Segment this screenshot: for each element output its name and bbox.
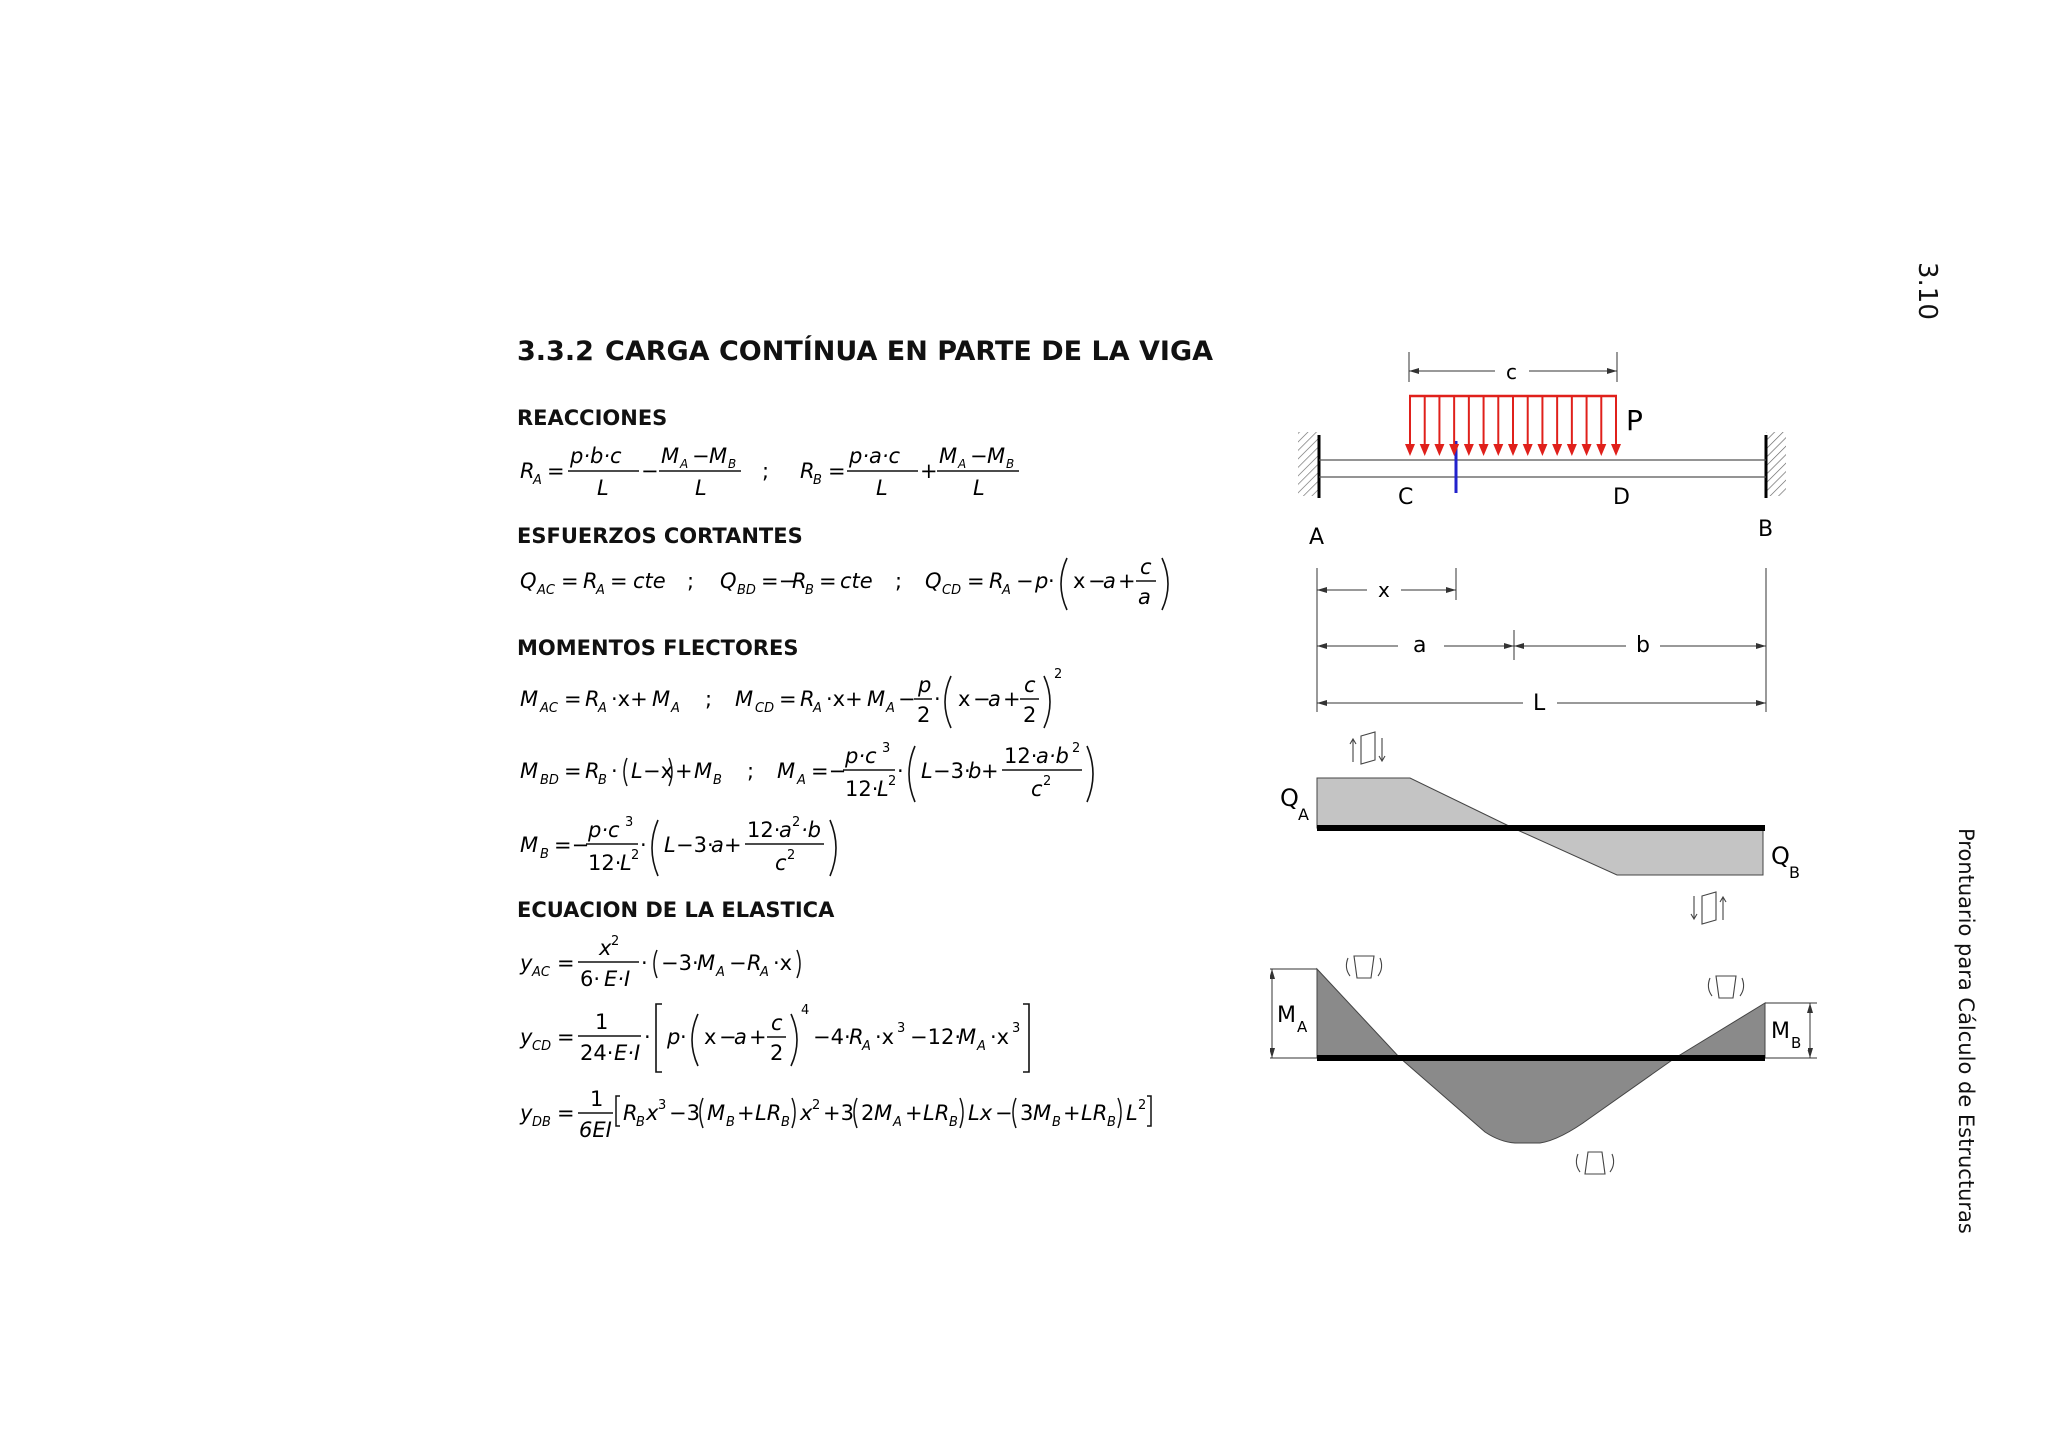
svg-text:12·: 12·	[747, 818, 781, 842]
svg-text:12·: 12·	[845, 777, 879, 801]
svg-text:R: R	[792, 569, 807, 593]
formula-elastic-3	[517, 1082, 1177, 1146]
svg-text:;: ;	[895, 569, 903, 593]
svg-text:c: c	[775, 851, 787, 875]
svg-text:M: M	[987, 444, 1006, 468]
formula-elastic-1-svg	[517, 934, 837, 1000]
load-arrow-head	[1479, 444, 1489, 456]
svg-text:R: R	[989, 569, 1004, 593]
formula-elastic-3-svg	[517, 1082, 1177, 1146]
svg-text:·x: ·x	[773, 951, 793, 975]
svg-text:CD: CD	[755, 701, 775, 716]
svg-text:2: 2	[1072, 741, 1081, 756]
svg-text:L: L	[921, 759, 933, 783]
load-arrow-head	[1434, 444, 1444, 456]
svg-text:p·c: p·c	[845, 744, 877, 768]
svg-text:−: −	[729, 951, 747, 975]
svg-text:A: A	[671, 701, 680, 716]
svg-text:;: ;	[762, 459, 770, 483]
svg-text:DB: DB	[532, 1115, 551, 1130]
dim-c-label: c	[1506, 360, 1517, 384]
load-arrow-head	[1449, 444, 1459, 456]
svg-text:2: 2	[792, 815, 801, 830]
load-label: P	[1626, 404, 1643, 437]
svg-text:R: R	[585, 687, 600, 711]
svg-text:M: M	[520, 833, 539, 857]
shear-area-positive	[1317, 778, 1513, 828]
svg-text:a: a	[711, 833, 724, 857]
svg-text:A: A	[716, 965, 725, 980]
svg-text:c: c	[771, 1011, 783, 1035]
svg-text:6·: 6·	[580, 967, 601, 991]
load-arrow-head	[1523, 444, 1533, 456]
svg-text:−x: −x	[643, 759, 674, 783]
svg-text:=−: =−	[761, 569, 797, 593]
distributed-load-arrows	[1405, 396, 1621, 456]
svg-text:y: y	[520, 1101, 533, 1125]
svg-text:·x+: ·x+	[611, 687, 648, 711]
load-arrow-head	[1582, 444, 1592, 456]
svg-text:p·c: p·c	[588, 818, 620, 842]
load-arrow-head	[1611, 444, 1621, 456]
svg-text:−: −	[641, 459, 659, 483]
shear-right-label: Q	[1771, 842, 1790, 870]
svg-text:2: 2	[787, 848, 796, 863]
svg-text:=: =	[828, 459, 846, 483]
heading-reactions: REACCIONES	[517, 406, 668, 430]
svg-text:p·a·c: p·a·c	[849, 444, 901, 468]
svg-text:+: +	[675, 759, 693, 783]
svg-text:AC: AC	[532, 965, 550, 980]
formula-moment-1-svg	[517, 664, 1077, 734]
load-arrow-head	[1464, 444, 1474, 456]
moment-sign-bottom-icon	[1576, 1152, 1613, 1174]
dim-b-arrow-left	[1514, 643, 1524, 649]
point-c-label: C	[1398, 485, 1414, 510]
svg-text:L: L	[631, 759, 643, 783]
svg-text:M: M	[874, 1101, 893, 1125]
dim-x-arrow-right	[1446, 587, 1456, 593]
load-arrow-head	[1420, 444, 1430, 456]
svg-text:L: L	[597, 476, 609, 500]
svg-text:x: x	[1073, 569, 1086, 593]
svg-text:b: b	[968, 759, 982, 783]
svg-text:A: A	[813, 701, 822, 716]
svg-text:2: 2	[888, 774, 897, 789]
svg-text:Q: Q	[720, 569, 737, 593]
shear-left-sub: A	[1298, 805, 1309, 824]
dim-x-label: x	[1378, 578, 1390, 602]
dim-c-arrow-left	[1409, 368, 1419, 374]
shear-sign-positive-icon	[1350, 732, 1385, 764]
svg-text:;: ;	[747, 759, 755, 783]
formula-moment-3	[517, 812, 877, 886]
load-arrow-head	[1552, 444, 1562, 456]
svg-text:2: 2	[1043, 774, 1052, 789]
svg-text:B: B	[726, 1115, 735, 1130]
svg-text:+: +	[1118, 569, 1136, 593]
shear-left-label: Q	[1280, 784, 1299, 812]
svg-text:CD: CD	[532, 1039, 552, 1054]
dim-c-arrow-right	[1607, 368, 1617, 374]
svg-text:3: 3	[897, 1021, 906, 1036]
svg-text:A: A	[760, 965, 769, 980]
svg-text:1: 1	[590, 1087, 604, 1111]
svg-text:+3: +3	[823, 1101, 854, 1125]
load-arrow-head	[1493, 444, 1503, 456]
svg-text:+: +	[1063, 1101, 1081, 1125]
svg-text:A: A	[886, 701, 895, 716]
svg-text:=: =	[967, 569, 985, 593]
svg-text:−: −	[719, 1025, 737, 1049]
svg-text:x: x	[800, 1101, 813, 1125]
svg-text:·: ·	[640, 833, 647, 857]
svg-text:cte: cte	[840, 569, 873, 593]
svg-text:c: c	[1024, 673, 1036, 697]
svg-text:A: A	[1002, 583, 1011, 598]
mb-arrow-top	[1807, 1003, 1813, 1013]
svg-text:B: B	[1006, 457, 1015, 471]
svg-text:L: L	[1126, 1101, 1138, 1125]
svg-text:·: ·	[611, 759, 618, 783]
load-arrow-head	[1537, 444, 1547, 456]
svg-text:−3·: −3·	[676, 833, 714, 857]
svg-text:B: B	[1107, 1115, 1116, 1130]
svg-text:AC: AC	[537, 583, 555, 598]
svg-text:·: ·	[1048, 569, 1055, 593]
svg-text:2: 2	[1138, 1098, 1147, 1113]
svg-text:+: +	[724, 833, 742, 857]
svg-text:M: M	[939, 444, 958, 468]
moment-area-middle	[1400, 1058, 1675, 1143]
svg-text:−4·: −4·	[813, 1025, 851, 1049]
svg-text:M: M	[1033, 1101, 1052, 1125]
svg-text:=: =	[547, 459, 565, 483]
svg-text:B: B	[949, 1115, 958, 1130]
svg-text:x: x	[646, 1101, 659, 1125]
svg-text:3: 3	[625, 815, 634, 830]
svg-text:B: B	[713, 773, 722, 788]
formula-moment-3-svg	[517, 812, 877, 886]
svg-text:3: 3	[658, 1098, 667, 1113]
svg-text:−: −	[692, 444, 710, 468]
svg-text:−: −	[1088, 569, 1106, 593]
svg-text:=: =	[610, 569, 628, 593]
svg-text:A: A	[533, 473, 542, 488]
svg-text:x: x	[958, 687, 971, 711]
svg-text:x: x	[704, 1025, 717, 1049]
svg-text:6EI: 6EI	[579, 1118, 612, 1142]
beam-diagram	[1270, 350, 1830, 1190]
svg-text:=−: =−	[811, 759, 847, 783]
svg-text:A: A	[797, 773, 806, 788]
formula-moment-2	[517, 738, 1117, 812]
svg-text:−3: −3	[669, 1101, 700, 1125]
heading-shear: ESFUERZOS CORTANTES	[517, 524, 803, 548]
svg-text:B: B	[636, 1115, 645, 1130]
svg-text:BD: BD	[737, 583, 756, 598]
svg-text:c: c	[1140, 555, 1152, 579]
moment-right-sub: B	[1791, 1034, 1802, 1052]
formula-shear-svg	[517, 552, 1197, 618]
svg-text:Q: Q	[925, 569, 942, 593]
svg-text:p·b·c: p·b·c	[570, 444, 622, 468]
svg-text:a: a	[779, 818, 792, 842]
svg-text:R: R	[585, 759, 600, 783]
svg-text:R: R	[623, 1101, 638, 1125]
svg-text:L: L	[664, 833, 676, 857]
svg-text:2: 2	[770, 1041, 784, 1065]
svg-text:−: −	[995, 1101, 1013, 1125]
moment-area-right	[1675, 1003, 1765, 1058]
moment-right-label: M	[1771, 1019, 1790, 1044]
svg-text:R: R	[520, 459, 535, 483]
svg-text:3: 3	[882, 741, 891, 756]
svg-text:B: B	[598, 773, 607, 788]
svg-text:=: =	[564, 759, 582, 783]
svg-text:B: B	[1052, 1115, 1061, 1130]
dim-a-arrow-left	[1317, 643, 1327, 649]
svg-text:E·I: E·I	[604, 967, 631, 991]
svg-text:3: 3	[1020, 1101, 1034, 1125]
svg-text:3: 3	[1012, 1021, 1021, 1036]
svg-text:·x: ·x	[990, 1025, 1010, 1049]
svg-text:·: ·	[897, 759, 904, 783]
formula-reactions-svg	[517, 440, 1037, 504]
svg-text:A: A	[893, 1115, 902, 1130]
svg-text:y: y	[520, 951, 533, 975]
page-number: 3.10	[1912, 262, 1942, 320]
svg-text:−3·: −3·	[661, 951, 699, 975]
svg-text:2: 2	[861, 1101, 875, 1125]
svg-text:R: R	[800, 459, 815, 483]
shear-right-sub: B	[1789, 863, 1800, 882]
svg-text:BD: BD	[540, 773, 559, 788]
svg-text:−3·: −3·	[933, 759, 971, 783]
shear-sign-negative-icon	[1691, 892, 1726, 924]
svg-text:=: =	[557, 1025, 575, 1049]
svg-text:R: R	[583, 569, 598, 593]
dim-a-label: a	[1413, 633, 1427, 658]
svg-text:B: B	[781, 1115, 790, 1130]
svg-text:M: M	[735, 687, 754, 711]
svg-text:12·: 12·	[1004, 744, 1038, 768]
svg-text:CD: CD	[942, 583, 962, 598]
shear-area-negative	[1513, 828, 1763, 875]
svg-text:LR: LR	[1081, 1101, 1108, 1125]
svg-text:−: −	[898, 687, 916, 711]
svg-text:4: 4	[801, 1003, 810, 1018]
svg-text:−: −	[1016, 569, 1034, 593]
load-arrow-head	[1567, 444, 1577, 456]
svg-text:M: M	[520, 687, 539, 711]
side-title: Prontuario para Cálculo de Estructuras	[1954, 828, 1978, 1234]
point-d-label: D	[1613, 485, 1630, 510]
point-b-label: B	[1758, 517, 1774, 542]
svg-text:M: M	[707, 1101, 726, 1125]
svg-text:A: A	[596, 583, 605, 598]
svg-text:B: B	[540, 847, 549, 862]
dim-l-arrow-right	[1756, 700, 1766, 706]
svg-text:2: 2	[611, 934, 620, 949]
svg-text:A: A	[862, 1039, 871, 1054]
formula-shear	[517, 552, 1197, 618]
svg-text:AC: AC	[540, 701, 558, 716]
dim-b-label: b	[1636, 633, 1650, 658]
svg-text:;: ;	[687, 569, 695, 593]
svg-text:a: a	[1138, 585, 1151, 609]
svg-text:LR: LR	[755, 1101, 782, 1125]
svg-text:2: 2	[917, 703, 931, 727]
point-a-label: A	[1309, 525, 1325, 550]
svg-text:M: M	[694, 759, 713, 783]
svg-text:M: M	[652, 687, 671, 711]
svg-text:E·I: E·I	[614, 1041, 641, 1065]
svg-text:+: +	[737, 1101, 755, 1125]
formula-elastic-2	[517, 998, 1057, 1078]
svg-text:B: B	[813, 473, 822, 488]
svg-text:M: M	[867, 687, 886, 711]
svg-text:·b: ·b	[801, 818, 822, 842]
svg-text:−12·: −12·	[910, 1025, 961, 1049]
svg-text:24·: 24·	[580, 1041, 614, 1065]
svg-text:x: x	[599, 936, 612, 960]
load-arrow-head	[1596, 444, 1606, 456]
moment-sign-left-icon	[1346, 956, 1381, 978]
svg-text:2: 2	[1054, 667, 1063, 682]
moment-sign-right-icon	[1708, 976, 1743, 998]
moment-area-left	[1317, 969, 1400, 1058]
svg-text:+: +	[981, 759, 999, 783]
load-arrow-head	[1508, 444, 1518, 456]
svg-text:A: A	[598, 701, 607, 716]
svg-text:+: +	[920, 459, 938, 483]
svg-text:·: ·	[641, 951, 648, 975]
svg-text:A: A	[680, 457, 689, 471]
formula-reactions	[517, 440, 1037, 504]
svg-text:=: =	[557, 1101, 575, 1125]
dim-b-arrow-right	[1756, 643, 1766, 649]
svg-text:B: B	[728, 457, 737, 471]
svg-text:M: M	[661, 444, 680, 468]
dim-l-label: L	[1533, 691, 1546, 716]
section-number: 3.3.2	[517, 336, 594, 367]
svg-text:a: a	[1103, 569, 1116, 593]
heading-elastic: ECUACION DE LA ELASTICA	[517, 898, 835, 922]
dim-l-arrow-left	[1317, 700, 1327, 706]
svg-text:a: a	[988, 687, 1001, 711]
svg-text:L: L	[877, 777, 889, 801]
fixed-support-left	[1298, 432, 1318, 496]
svg-text:+: +	[905, 1101, 923, 1125]
svg-text:·: ·	[680, 1025, 687, 1049]
svg-text:2: 2	[812, 1098, 821, 1113]
formula-moment-1	[517, 664, 1077, 734]
svg-text:R: R	[849, 1025, 864, 1049]
svg-text:p: p	[667, 1025, 681, 1049]
svg-text:a·b: a·b	[1036, 744, 1069, 768]
svg-text:L: L	[620, 851, 632, 875]
svg-text:c: c	[1031, 777, 1043, 801]
svg-text:cte: cte	[633, 569, 666, 593]
svg-text:p: p	[918, 673, 932, 697]
svg-text:=: =	[819, 569, 837, 593]
svg-text:M: M	[697, 951, 716, 975]
svg-text:R: R	[800, 687, 815, 711]
svg-text:=: =	[564, 687, 582, 711]
svg-text:A: A	[958, 457, 967, 471]
svg-text:Q: Q	[520, 569, 537, 593]
svg-text:·x: ·x	[875, 1025, 895, 1049]
section-title: CARGA CONTÍNUA EN PARTE DE LA VIGA	[605, 336, 1214, 367]
svg-text:−: −	[970, 444, 988, 468]
svg-text:Lx: Lx	[968, 1101, 993, 1125]
svg-text:y: y	[520, 1025, 533, 1049]
svg-text:+: +	[1003, 687, 1021, 711]
svg-text:B: B	[805, 583, 814, 598]
svg-text:LR: LR	[923, 1101, 950, 1125]
svg-text:p: p	[1035, 569, 1049, 593]
dim-x-arrow-left	[1317, 587, 1327, 593]
svg-text:L: L	[876, 476, 888, 500]
svg-text:−: −	[973, 687, 991, 711]
svg-text:=: =	[557, 951, 575, 975]
moment-left-sub: A	[1297, 1018, 1308, 1036]
svg-text:·: ·	[934, 687, 941, 711]
svg-text:+: +	[749, 1025, 767, 1049]
svg-text:L: L	[973, 476, 985, 500]
heading-moments: MOMENTOS FLECTORES	[517, 636, 799, 660]
svg-text:M: M	[520, 759, 539, 783]
dim-a-arrow-right	[1504, 643, 1514, 649]
svg-text:=−: =−	[554, 833, 590, 857]
svg-text:2: 2	[1023, 703, 1037, 727]
svg-text:M: M	[709, 444, 728, 468]
svg-text:A: A	[977, 1039, 986, 1054]
svg-text:·x+: ·x+	[826, 687, 863, 711]
svg-text:a: a	[734, 1025, 747, 1049]
section-heading	[517, 336, 1213, 367]
svg-text:L: L	[695, 476, 707, 500]
svg-text:=: =	[561, 569, 579, 593]
svg-text:12·: 12·	[588, 851, 622, 875]
formula-elastic-2-svg	[517, 998, 1057, 1078]
svg-text:R: R	[747, 951, 762, 975]
svg-text:;: ;	[705, 687, 713, 711]
load-arrow-head	[1405, 444, 1415, 456]
svg-text:M: M	[958, 1025, 977, 1049]
moment-left-label: M	[1277, 1003, 1296, 1028]
svg-text:1: 1	[595, 1010, 609, 1034]
svg-text:=: =	[779, 687, 797, 711]
svg-text:·: ·	[644, 1025, 651, 1049]
formula-moment-2-svg	[517, 738, 1117, 812]
fixed-support-right	[1766, 432, 1786, 496]
formula-elastic-1	[517, 934, 837, 1000]
svg-text:2: 2	[631, 848, 640, 863]
svg-text:M: M	[777, 759, 796, 783]
